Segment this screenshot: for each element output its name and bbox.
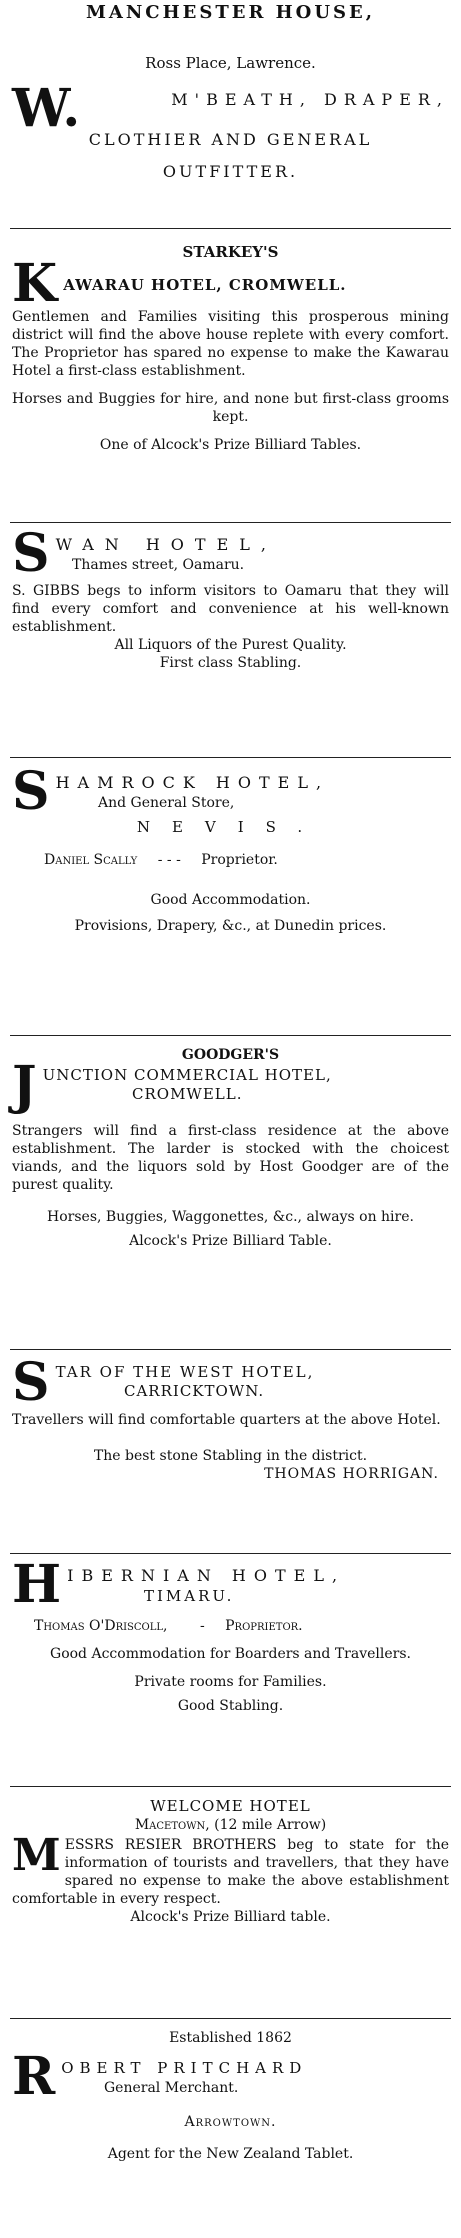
- manchester-initial: W.: [12, 78, 81, 139]
- shamrock-sub: And General Store,: [98, 795, 235, 811]
- hibernian-town: TIMARU.: [144, 1587, 235, 1605]
- divider: [10, 1035, 451, 1036]
- shamrock-accommodation: Good Accommodation.: [150, 892, 311, 908]
- junction-town: CROMWELL.: [132, 1085, 243, 1103]
- kawarau-horses: Horses and Buggies for hire, and none but first-class grooms kept.: [12, 391, 449, 425]
- divider: [10, 228, 451, 229]
- welcome-body-block: [12, 1830, 449, 1908]
- manchester-line2: CLOTHIER AND GENERAL: [88, 130, 373, 149]
- shamrock-place: NEVIS.: [136, 818, 325, 836]
- star-town: CARRICKTOWN.: [124, 1382, 265, 1400]
- ad-hibernian-hotel: [12, 1554, 449, 1715]
- hibernian-initial: H: [12, 1554, 62, 1615]
- shamrock-proprietor-line: [12, 851, 449, 869]
- junction-horses: Horses, Buggies, Waggonettes, &c., always on hire.: [47, 1209, 414, 1225]
- swan-heading: [12, 523, 449, 584]
- swan-liquors: All Liquors of the Purest Quality.: [114, 637, 347, 653]
- star-body: Travellers will find comfortable quarters at the above Hotel.: [12, 1412, 441, 1428]
- kawarau-initial: K: [12, 253, 58, 314]
- swan-address: Thames street, Oamaru.: [72, 557, 245, 573]
- divider: [10, 757, 451, 758]
- manchester-line3: OUTFITTER.: [162, 162, 299, 181]
- ad-welcome-hotel: [12, 1797, 449, 1926]
- ad-manchester-house: [12, 2, 449, 183]
- welcome-place-name: Macetown,: [134, 1817, 210, 1833]
- ad-junction-hotel: [12, 1046, 449, 1250]
- welcome-billiards: Alcock's Prize Billiard table.: [130, 1909, 331, 1925]
- kawarau-body: Gentlemen and Families visiting this prosperous mining district will find the above house replete with every comfort. The Proprietor has spared no expense to make the Kawarau Hotel a first-class establishment.: [12, 309, 449, 379]
- kawarau-title: AWARAU HOTEL, CROMWELL.: [63, 276, 347, 294]
- ad-star-of-the-west-hotel: [12, 1352, 449, 1483]
- hibernian-stabling: Good Stabling.: [177, 1698, 284, 1714]
- shamrock-proprietor-label: Proprietor.: [201, 852, 278, 868]
- hibernian-proprietor-label: Proprietor.: [225, 1618, 303, 1634]
- hibernian-heading: [12, 1554, 449, 1615]
- shamrock-provisions: Provisions, Drapery, &c., at Dunedin prices.: [74, 918, 387, 934]
- divider: [10, 1349, 451, 1350]
- pritchard-title: OBERT PRITCHARD: [61, 2059, 308, 2077]
- welcome-title: WELCOME HOTEL: [150, 1797, 311, 1815]
- junction-name: GOODGER'S: [181, 1047, 280, 1063]
- ad-shamrock-hotel: [12, 761, 449, 935]
- hibernian-proprietor-line: [12, 1617, 449, 1635]
- welcome-initial: M: [12, 1830, 61, 1881]
- pritchard-established: Established 1862: [169, 2030, 292, 2046]
- divider: [10, 522, 451, 523]
- pritchard-heading: [12, 2046, 449, 2107]
- star-heading: [12, 1352, 449, 1413]
- swan-stabling: First class Stabling.: [159, 655, 302, 671]
- pritchard-initial: R: [12, 2046, 56, 2107]
- manchester-title: MANCHESTER HOUSE,: [85, 2, 376, 23]
- kawarau-heading: [12, 253, 449, 314]
- swan-body: S. GIBBS begs to inform visitors to Oamaru that they will find every comfort and convenience at his well-known establishment.: [12, 583, 449, 635]
- manchester-line1: M'BEATH, DRAPER,: [171, 90, 449, 109]
- kawarau-name: STARKEY'S: [182, 243, 279, 261]
- star-signature: THOMAS HORRIGAN.: [264, 1466, 439, 1482]
- pritchard-town: Arrowtown.: [184, 2114, 277, 2130]
- manchester-heading: [12, 78, 449, 139]
- welcome-body: ESSRS RESIER BROTHERS beg to state for the information of tourists and travellers, that they have spared no expense to make the above establishment comfortable in every respect.: [12, 1837, 449, 1907]
- welcome-place-rest: (12 mile Arrow): [214, 1817, 327, 1833]
- pritchard-agent: Agent for the New Zealand Tablet.: [107, 2146, 354, 2162]
- manchester-place: Ross Place, Lawrence.: [145, 54, 316, 72]
- junction-body: Strangers will find a first-class residence at the above establishment. The larder is stocked with the choicest viands, and the liquors sold by Host Goodger are of the purest quality.: [12, 1123, 449, 1193]
- welcome-place: [12, 1816, 449, 1834]
- junction-title: UNCTION COMMERCIAL HOTEL,: [42, 1066, 332, 1084]
- swan-title: WAN HOTEL,: [55, 535, 277, 554]
- shamrock-title: HAMROCK HOTEL,: [55, 773, 330, 792]
- shamrock-initial: S: [12, 761, 50, 822]
- hibernian-accommodation: Good Accommodation for Boarders and Travellers.: [50, 1646, 411, 1662]
- kawarau-billiards: One of Alcock's Prize Billiard Tables.: [99, 437, 362, 453]
- divider: [10, 1786, 451, 1787]
- ad-swan-hotel: [12, 523, 449, 672]
- ad-kawarau-hotel: [12, 243, 449, 454]
- hibernian-title: IBERNIAN HOTEL,: [67, 1566, 346, 1585]
- divider: [10, 1553, 451, 1554]
- divider: [10, 2018, 451, 2019]
- star-title: TAR OF THE WEST HOTEL,: [55, 1363, 315, 1381]
- swan-initial: S: [12, 523, 50, 584]
- junction-initial: J: [12, 1055, 37, 1116]
- shamrock-heading: [12, 761, 449, 822]
- star-initial: S: [12, 1352, 50, 1413]
- shamrock-proprietor-name: Daniel Scally: [44, 852, 138, 868]
- hibernian-dash: -: [199, 1618, 205, 1634]
- hibernian-proprietor-name: Thomas O'Driscoll,: [34, 1618, 168, 1634]
- junction-billiards: Alcock's Prize Billiard Table.: [129, 1233, 332, 1249]
- hibernian-private-rooms: Private rooms for Families.: [134, 1674, 327, 1690]
- ad-robert-pritchard: [12, 2029, 449, 2163]
- pritchard-sub: General Merchant.: [104, 2080, 239, 2096]
- shamrock-dots: - - -: [157, 852, 181, 868]
- star-stabling: The best stone Stabling in the district.: [93, 1448, 368, 1464]
